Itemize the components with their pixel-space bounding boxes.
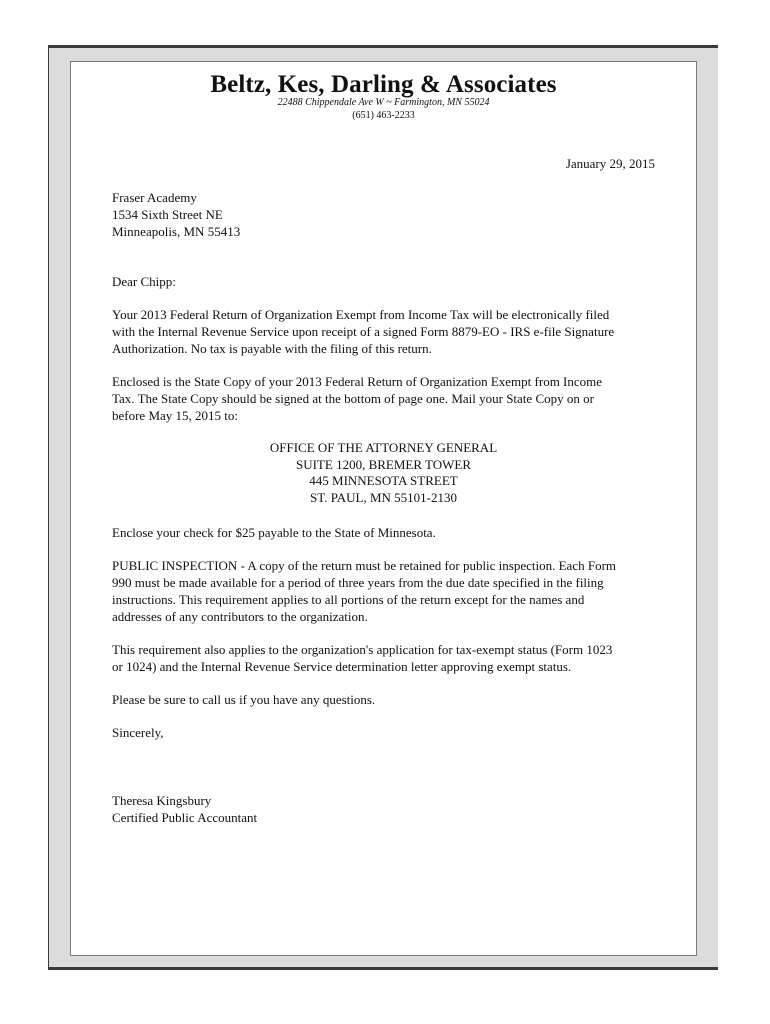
paragraph-line: Authorization. No tax is payable with the filing of this return.	[112, 341, 432, 356]
signer-title: Certified Public Accountant	[112, 810, 258, 825]
closing	[112, 724, 660, 741]
recipient-address	[112, 189, 660, 240]
paragraph-line: Please be sure to call us if you have any questions.	[112, 692, 376, 707]
paragraph-line: before May 15, 2015 to:	[112, 408, 239, 423]
mailing-line: 445 MINNESOTA STREET	[309, 473, 458, 488]
signer-name: Theresa Kingsbury	[112, 793, 212, 808]
paragraph-efile	[112, 306, 660, 357]
paragraph-state-copy	[112, 373, 660, 424]
paragraph-line: 990 must be made available for a period of three years from the due date specified in the filing	[112, 575, 604, 590]
paragraph-line: with the Internal Revenue Service upon receipt of a signed Form 8879-EO - IRS e-file Signature	[112, 324, 615, 339]
paragraph-line: Enclosed is the State Copy of your 2013 Federal Return of Organization Exempt from Income	[112, 374, 603, 389]
salutation-text: Dear Chipp:	[112, 274, 176, 289]
mailing-address	[71, 440, 696, 506]
salutation	[112, 273, 660, 290]
firm-name: Beltz, Kes, Darling & Associates	[210, 71, 557, 98]
firm-phone: (651) 463-2233	[352, 110, 415, 121]
paragraph-line: addresses of any contributors to the organization.	[112, 609, 368, 624]
closing-text: Sincerely,	[112, 725, 164, 740]
paragraph-line: or 1024) and the Internal Revenue Service determination letter approving exempt status.	[112, 659, 572, 674]
mailing-line: ST. PAUL, MN 55101-2130	[310, 489, 457, 505]
paragraph-questions	[112, 691, 660, 708]
letter-page	[70, 61, 697, 956]
paragraph-line: Tax. The State Copy should be signed at the bottom of page one. Mail your State Copy on or	[112, 391, 594, 406]
signature-block	[112, 792, 660, 826]
paragraph-public-inspection	[112, 557, 660, 625]
recipient-street: 1534 Sixth Street NE	[112, 207, 223, 222]
paragraph-line: Your 2013 Federal Return of Organization Exempt from Income Tax will be electronically filed	[112, 307, 610, 322]
recipient-name: Fraser Academy	[112, 190, 197, 205]
paragraph-line: PUBLIC INSPECTION - A copy of the return must be retained for public inspection. Each Form	[112, 558, 617, 573]
paragraph-line: instructions. This requirement applies to all portions of the return except for the names and	[112, 592, 585, 607]
mailing-line: OFFICE OF THE ATTORNEY GENERAL	[269, 440, 498, 455]
mailing-line: SUITE 1200, BREMER TOWER	[295, 456, 472, 472]
paragraph-line: Enclose your check for $25 payable to the State of Minnesota.	[112, 525, 436, 540]
firm-address: 22488 Chippendale Ave W ~ Farmington, MN 55024	[277, 97, 490, 108]
letter-date: January 29, 2015	[565, 156, 655, 171]
paragraph-line: This requirement also applies to the organization's application for tax-exempt status (Form 1023	[112, 642, 613, 657]
paragraph-exempt-status	[112, 641, 660, 675]
paragraph-check	[112, 524, 660, 541]
recipient-city: Minneapolis, MN 55413	[112, 224, 241, 239]
